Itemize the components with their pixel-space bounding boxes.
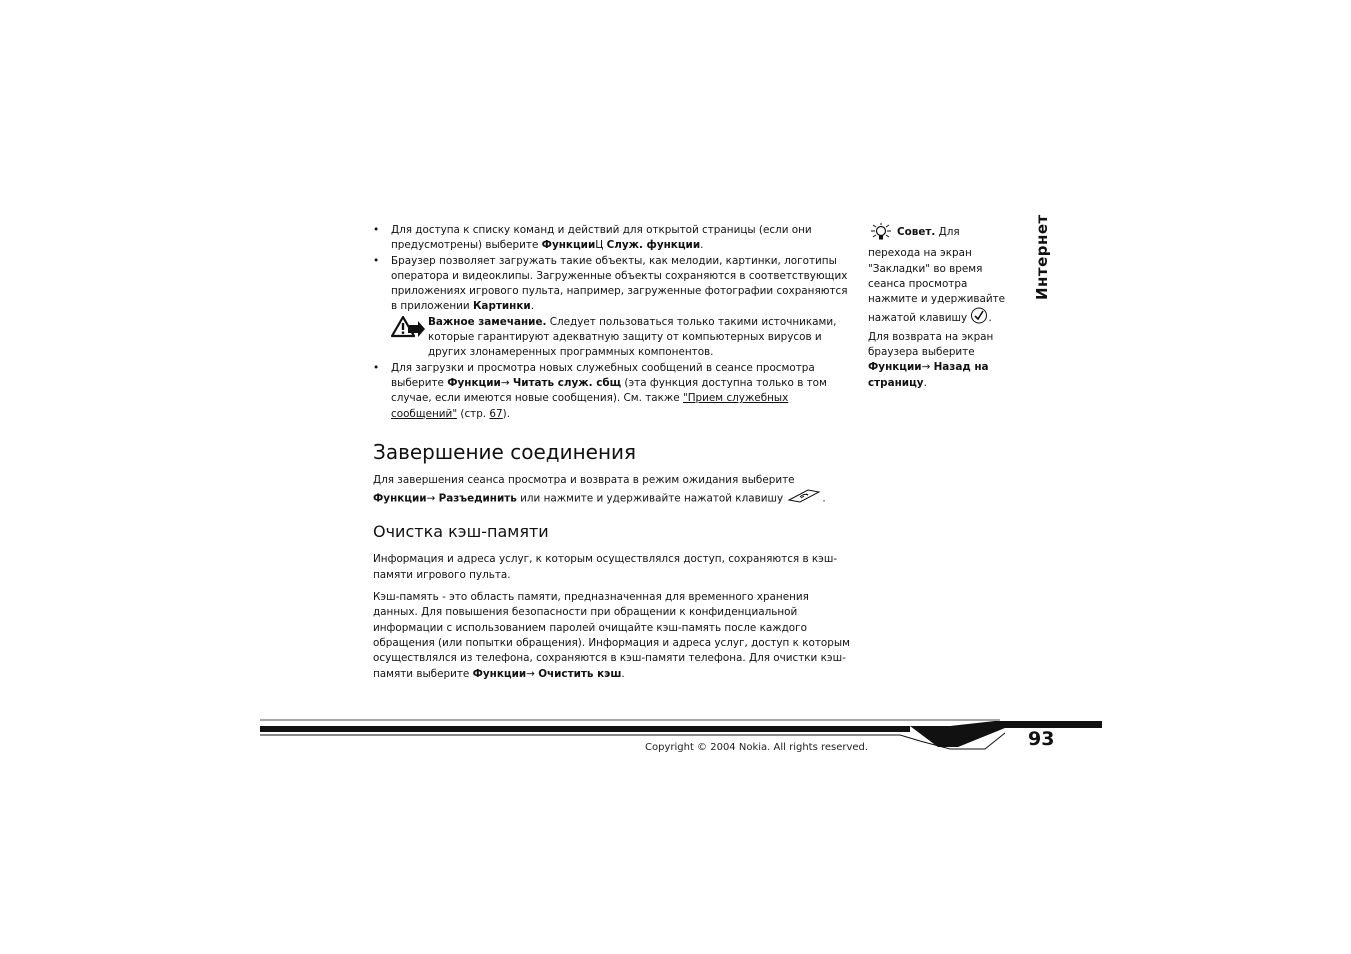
warning-icon: [391, 316, 425, 343]
main-content: [373, 223, 853, 682]
paragraph-text: .: [621, 667, 625, 680]
section-tab-label: Интернет: [1033, 214, 1051, 300]
page-number: 93: [1028, 728, 1055, 750]
menu-command: Функции: [868, 361, 922, 374]
tip-text: →: [921, 361, 934, 374]
menu-command: Картинки: [472, 300, 531, 313]
menu-command: Функции: [472, 667, 527, 680]
menu-command: Функции: [447, 376, 501, 389]
paragraph: [373, 473, 853, 510]
list-item: [373, 254, 853, 315]
bullet-icon: •: [373, 361, 380, 374]
list-item-text: (эта функция доступна только в том случае, если имеются новые сообщения). См. также: [391, 376, 827, 405]
menu-command: Назад на страницу: [868, 361, 989, 389]
page-reference-link[interactable]: 67: [489, 407, 503, 420]
list-item-text: Браузер позволяет загружать такие объекты, как мелодии, картинки, логотипы оператора и видеоклипы. Загруженные объекты сохраняются в соответствующих приложениях игрового пульта, например, загруженные фотографии сохраняются в приложении: [391, 254, 848, 313]
list-item-text: Для доступа к списку команд и действий для открытой страницы (если они предусмотрены) выберите: [391, 224, 812, 252]
list-item-text: →: [500, 376, 513, 389]
list-item: [373, 223, 853, 254]
menu-command: Функции: [541, 239, 596, 252]
paragraph-text: .: [822, 492, 826, 505]
tip-text: .: [923, 376, 927, 389]
menu-command: Функции: [373, 492, 427, 505]
paragraph-text: Для завершения сеанса просмотра и возврата в режим ожидания выберите: [373, 473, 795, 486]
section-title-disconnect: Завершение соединения: [373, 439, 637, 464]
tip-text: Для перехода на экран "Закладки" во время сеанса просмотра нажмите и удерживайте нажатой клавишу: [868, 226, 1006, 325]
menu-command: Разъединить: [438, 492, 517, 505]
list-item-text: Ц: [595, 239, 607, 252]
paragraph-text: или нажмите и удерживайте нажатой клавишу: [516, 492, 787, 505]
copyright-text: Copyright © 2004 Nokia. All rights reserved.: [645, 742, 869, 753]
list-item-text: Для загрузки и просмотра новых служебных сообщений в сеансе просмотра выберите: [391, 361, 815, 389]
bullet-icon: •: [373, 224, 380, 236]
menu-command: Читать служ. сбщ: [512, 376, 622, 389]
lightbulb-icon: [868, 223, 894, 246]
bullet-icon: •: [373, 254, 380, 267]
section-title-clear-cache: Очистка кэш-памяти: [373, 522, 549, 542]
list-item-text: .: [530, 300, 535, 313]
list-item-text: ).: [502, 407, 511, 420]
menu-command: Служ. функции: [606, 239, 701, 252]
list-item: [373, 361, 853, 422]
note-text: Следует пользоваться только такими источниками, которые гарантируют адекватную защиту от компьютерных вирусов и других злонамеренных программных компонентов.: [428, 315, 837, 359]
tip-label: Совет.: [897, 226, 936, 238]
note-label: Важное замечание.: [428, 315, 547, 328]
check-key-icon: [970, 307, 988, 329]
paragraph-text: Кэш-память - это область памяти, предназначенная для временного хранения данных. Для повышения безопасности при обращении к конфиденциальной информации с использованием паролей очищайте кэш-память после каждого обращения (или попытки обращения). Информация и адреса услуг, доступ к которым осуществлялся из телефона, сохраняются в кэш-памяти телефона. Для очистки кэш-памяти выберите: [373, 591, 850, 680]
paragraph-text: →: [426, 492, 439, 505]
menu-command: Очистить кэш: [538, 667, 622, 680]
tip-sidebar: [868, 223, 1013, 391]
list-item-text: .: [700, 239, 704, 252]
paragraph: [373, 590, 853, 682]
cross-reference-link[interactable]: "Прием служебных сообщений": [391, 392, 789, 420]
end-key-icon: [786, 488, 822, 509]
warning-note: [391, 315, 853, 361]
paragraph: Информация и адреса услуг, к которым осуществлялся доступ, сохраняются в кэш-памяти игрового пульта.: [373, 553, 838, 581]
paragraph-text: →: [526, 667, 539, 680]
tip-text: . Для возврата на экран браузера выберите: [868, 312, 994, 359]
list-item-text: (стр.: [457, 407, 490, 420]
